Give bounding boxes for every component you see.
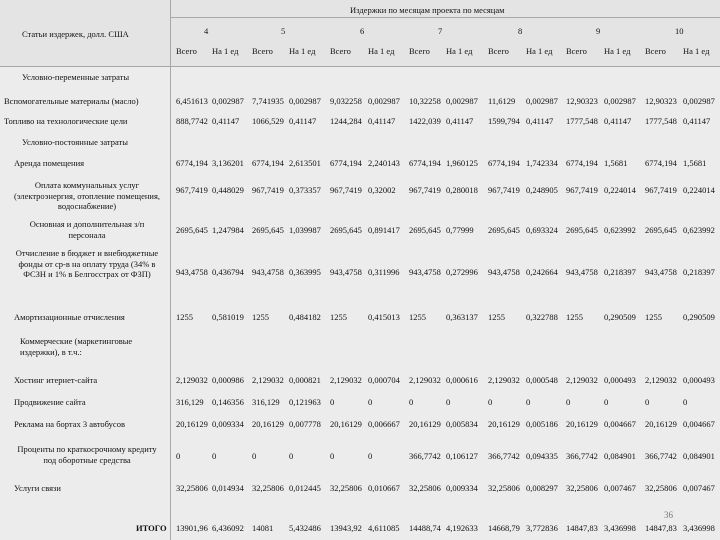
table-cell: 1066,529 [252, 116, 284, 126]
subheader-all: Всего [566, 46, 587, 56]
table-cell: 0 [488, 397, 493, 407]
table-cell: 1255 [488, 312, 505, 322]
total-label: ИТОГО [136, 523, 167, 533]
table-cell: 0 [252, 451, 257, 461]
total-cell: 13943,92 [330, 523, 362, 533]
row-label: Реклама на бортах 3 автобусов [14, 419, 125, 429]
table-cell: 2695,645 [645, 225, 677, 235]
row-label: Амортизационные отчисления [14, 312, 125, 322]
table-cell: 0,002987 [604, 96, 636, 106]
table-cell: 0,290509 [604, 312, 636, 322]
table-cell: 0 [330, 451, 335, 461]
total-cell: 3,436998 [604, 523, 636, 533]
table-cell: 0,002987 [368, 96, 400, 106]
table-cell: 10,32258 [409, 96, 441, 106]
table-cell: 2,129032 [488, 375, 520, 385]
table-cell: 366,7742 [488, 451, 520, 461]
table-cell: 2,129032 [566, 375, 598, 385]
table-cell: 2695,645 [330, 225, 362, 235]
table-cell: 0,623992 [604, 225, 636, 235]
row-label: Продвижение сайта [14, 397, 86, 407]
table-cell: 0,000493 [604, 375, 636, 385]
table-cell: 0,41147 [212, 116, 240, 126]
subheader-all: Всего [409, 46, 430, 56]
row-label: Вспомогательные материалы (масло) [4, 96, 139, 106]
row-label: Хостинг итернет-сайта [14, 375, 98, 385]
table-cell: 1,247984 [212, 225, 244, 235]
table-cell: 1777,548 [645, 116, 677, 126]
table-cell: 1422,039 [409, 116, 441, 126]
table-cell: 366,7742 [566, 451, 598, 461]
table-cell: 0,146356 [212, 397, 244, 407]
table-cell: 32,25806 [488, 483, 520, 493]
total-cell: 3,772836 [526, 523, 558, 533]
table-cell: 20,16129 [645, 419, 677, 429]
table-cell: 1777,548 [566, 116, 598, 126]
subheader-all: Всего [252, 46, 273, 56]
table-cell: 0,000821 [289, 375, 321, 385]
month-header: 8 [518, 26, 523, 36]
month-header: 6 [360, 26, 365, 36]
section-fixed: Условно-постоянные затраты [22, 137, 128, 147]
total-cell: 14668,79 [488, 523, 520, 533]
table-cell: 2,129032 [176, 375, 208, 385]
table-cell: 0,311996 [368, 267, 400, 277]
table-cell: 1244,284 [330, 116, 362, 126]
table-cell: 2695,645 [566, 225, 598, 235]
table-cell: 0 [446, 397, 451, 407]
table-cell: 2,240143 [368, 158, 400, 168]
table-cell: 1,5681 [683, 158, 707, 168]
table-cell: 11,6129 [488, 96, 516, 106]
table-cell: 0,012445 [289, 483, 321, 493]
table-cell: 943,4758 [330, 267, 362, 277]
table-cell: 967,7419 [330, 185, 362, 195]
table-cell: 1255 [252, 312, 269, 322]
row-label: Аренда помещения [14, 158, 85, 168]
table-cell: 0,448029 [212, 185, 244, 195]
table-cell: 0,007467 [604, 483, 636, 493]
table-cell: 1,039987 [289, 225, 321, 235]
table-cell: 3,136201 [212, 158, 244, 168]
table-cell: 0 [176, 451, 181, 461]
subheader-per-unit: На 1 ед [289, 46, 316, 56]
subheader-per-unit: На 1 ед [368, 46, 395, 56]
table-cell: 1599,794 [488, 116, 520, 126]
table-cell: 943,4758 [645, 267, 677, 277]
table-cell: 1255 [176, 312, 193, 322]
section-variable: Условно-переменные затраты [22, 72, 130, 82]
subheader-per-unit: На 1 ед [446, 46, 473, 56]
table-cell: 2695,645 [252, 225, 284, 235]
table-cell: 6774,194 [176, 158, 208, 168]
subheader-per-unit: На 1 ед [604, 46, 631, 56]
table-cell: 0,007467 [683, 483, 715, 493]
table-cell: 943,4758 [488, 267, 520, 277]
table-cell: 943,4758 [252, 267, 284, 277]
table-cell: 0,002987 [446, 96, 478, 106]
table-cell: 0,218397 [604, 267, 636, 277]
row-label: Основная и дополнительная з/п персонала [29, 219, 145, 240]
table-cell: 0 [212, 451, 217, 461]
table-cell: 6774,194 [488, 158, 520, 168]
table-cell: 0,41147 [289, 116, 317, 126]
table-cell: 0,373357 [289, 185, 321, 195]
month-header: 10 [675, 26, 684, 36]
table-cell: 12,90323 [645, 96, 677, 106]
table-cell: 6774,194 [330, 158, 362, 168]
grid-line [170, 0, 171, 540]
table-cell: 0,002987 [683, 96, 715, 106]
table-cell: 20,16129 [176, 419, 208, 429]
table-cell: 0,322788 [526, 312, 558, 322]
table-cell: 9,032258 [330, 96, 362, 106]
table-cell: 967,7419 [566, 185, 598, 195]
row-label: Услуги связи [14, 483, 61, 493]
table-cell: 0,002987 [289, 96, 321, 106]
grid-line [0, 66, 720, 67]
table-cell: 0,32002 [368, 185, 396, 195]
table-cell: 0,41147 [683, 116, 711, 126]
table-title: Издержки по месяцам проекта по месяцам [350, 5, 505, 15]
table-cell: 0,002987 [526, 96, 558, 106]
table-cell: 0,248905 [526, 185, 558, 195]
table-cell: 0,415013 [368, 312, 400, 322]
table-cell: 0,106127 [446, 451, 478, 461]
table-cell: 366,7742 [409, 451, 441, 461]
subheader-per-unit: На 1 ед [526, 46, 553, 56]
row-label: Оплата коммунальных услуг (электроэнергия, отопление помещения, водоснабжение) [14, 180, 160, 212]
table-cell: 0,000548 [526, 375, 558, 385]
table-cell: 2,129032 [330, 375, 362, 385]
table-cell: 6,451613 [176, 96, 208, 106]
table-cell: 0,094335 [526, 451, 558, 461]
table-cell: 32,25806 [645, 483, 677, 493]
table-cell: 0,005834 [446, 419, 478, 429]
table-cell: 0,009334 [446, 483, 478, 493]
table-cell: 0,004667 [683, 419, 715, 429]
table-cell: 1255 [566, 312, 583, 322]
total-cell: 13901,96 [176, 523, 208, 533]
subheader-per-unit: На 1 ед [212, 46, 239, 56]
row-label: Проценты по краткосрочному кредиту под оборотные средства [17, 444, 157, 465]
table-cell: 0,084901 [604, 451, 636, 461]
table-cell: 0,005186 [526, 419, 558, 429]
row-label: Отчисление в бюджет и внебюджетные фонды от ср-в на оплату труда (34% в ФСЗН и 1% в Белгосстрах от ФЗП) [15, 248, 159, 280]
table-cell: 20,16129 [566, 419, 598, 429]
table-cell: 0,002987 [212, 96, 244, 106]
table-cell: 1,742334 [526, 158, 558, 168]
table-cell: 0,484182 [289, 312, 321, 322]
table-cell: 967,7419 [645, 185, 677, 195]
table-cell: 0 [289, 451, 294, 461]
table-cell: 0 [566, 397, 571, 407]
row-label-header: Статьи издержек, долл. США [22, 29, 129, 39]
table-cell: 0,41147 [526, 116, 554, 126]
total-cell: 14488,74 [409, 523, 441, 533]
total-cell: 4,611085 [368, 523, 400, 533]
table-cell: 2695,645 [488, 225, 520, 235]
table-cell: 0,891417 [368, 225, 400, 235]
total-cell: 4,192633 [446, 523, 478, 533]
table-cell: 0,000616 [446, 375, 478, 385]
table-cell: 0,009334 [212, 419, 244, 429]
table-cell: 2,129032 [409, 375, 441, 385]
total-cell: 5,432486 [289, 523, 321, 533]
table-cell: 0,363137 [446, 312, 478, 322]
month-header: 7 [438, 26, 443, 36]
table-cell: 6774,194 [409, 158, 441, 168]
table-cell: 943,4758 [409, 267, 441, 277]
table-cell: 0,41147 [368, 116, 396, 126]
table-cell: 0 [683, 397, 688, 407]
table-cell: 0 [645, 397, 650, 407]
table-cell: 316,129 [176, 397, 204, 407]
subheader-all: Всего [645, 46, 666, 56]
month-header: 9 [596, 26, 601, 36]
total-cell: 14847,83 [566, 523, 598, 533]
table-cell: 20,16129 [488, 419, 520, 429]
table-cell: 2,613501 [289, 158, 321, 168]
table-cell: 2695,645 [176, 225, 208, 235]
table-cell: 2695,645 [409, 225, 441, 235]
total-cell: 14081 [252, 523, 274, 533]
subheader-per-unit: На 1 ед [683, 46, 710, 56]
table-cell: 20,16129 [252, 419, 284, 429]
subheader-all: Всего [330, 46, 351, 56]
table-cell: 0,000986 [212, 375, 244, 385]
table-cell: 32,25806 [409, 483, 441, 493]
grid-line [170, 17, 720, 18]
table-cell: 0,272996 [446, 267, 478, 277]
total-cell: 14847,83 [645, 523, 677, 533]
table-cell: 0 [368, 451, 373, 461]
table-cell: 0,436794 [212, 267, 244, 277]
table-cell: 1,960125 [446, 158, 478, 168]
total-cell: 6,436092 [212, 523, 244, 533]
section-commercial: Коммерческие (маркетинговые издержки), в т.ч.: [20, 336, 133, 357]
table-cell: 943,4758 [176, 267, 208, 277]
table-cell: 20,16129 [409, 419, 441, 429]
table-cell: 0 [330, 397, 335, 407]
table-cell: 0,693324 [526, 225, 558, 235]
table-cell: 0,224014 [683, 185, 715, 195]
table-cell: 0,004667 [604, 419, 636, 429]
table-cell: 0,000704 [368, 375, 400, 385]
table-cell: 7,741935 [252, 96, 284, 106]
subheader-all: Всего [488, 46, 509, 56]
table-cell: 1255 [409, 312, 426, 322]
total-cell: 3,436998 [683, 523, 715, 533]
table-cell: 0,121963 [289, 397, 321, 407]
table-cell: 888,7742 [176, 116, 208, 126]
table-cell: 6774,194 [645, 158, 677, 168]
table-cell: 0,084901 [683, 451, 715, 461]
table-cell: 2,129032 [252, 375, 284, 385]
table-cell: 32,25806 [330, 483, 362, 493]
table-cell: 0,623992 [683, 225, 715, 235]
table-cell: 0 [604, 397, 609, 407]
table-cell: 0 [368, 397, 373, 407]
table-cell: 0,014934 [212, 483, 244, 493]
table-cell: 12,90323 [566, 96, 598, 106]
table-cell: 0,224014 [604, 185, 636, 195]
table-cell: 1255 [645, 312, 662, 322]
table-cell: 316,129 [252, 397, 280, 407]
table-cell: 0,581019 [212, 312, 244, 322]
table-cell: 0,008297 [526, 483, 558, 493]
table-cell: 1255 [330, 312, 347, 322]
table-cell: 0,006667 [368, 419, 400, 429]
table-cell: 366,7742 [645, 451, 677, 461]
table-cell: 0,41147 [604, 116, 632, 126]
table-cell: 0,77999 [446, 225, 474, 235]
table-cell: 0,363995 [289, 267, 321, 277]
table-cell: 2,129032 [645, 375, 677, 385]
table-cell: 0,290509 [683, 312, 715, 322]
table-cell: 0,010667 [368, 483, 400, 493]
table-cell: 0,41147 [446, 116, 474, 126]
table-cell: 0,000493 [683, 375, 715, 385]
table-cell: 0 [409, 397, 414, 407]
table-cell: 32,25806 [176, 483, 208, 493]
table-cell: 967,7419 [176, 185, 208, 195]
table-cell: 1,5681 [604, 158, 628, 168]
table-cell: 967,7419 [409, 185, 441, 195]
subheader-all: Всего [176, 46, 197, 56]
table-cell: 0,218397 [683, 267, 715, 277]
table-cell: 32,25806 [566, 483, 598, 493]
table-cell: 967,7419 [252, 185, 284, 195]
table-cell: 20,16129 [330, 419, 362, 429]
month-header: 4 [204, 26, 209, 36]
month-header: 5 [281, 26, 286, 36]
table-cell: 0 [526, 397, 531, 407]
table-cell: 0,242664 [526, 267, 558, 277]
table-cell: 967,7419 [488, 185, 520, 195]
table-cell: 943,4758 [566, 267, 598, 277]
table-cell: 0,007778 [289, 419, 321, 429]
table-cell: 32,25806 [252, 483, 284, 493]
table-cell: 0,280018 [446, 185, 478, 195]
table-cell: 6774,194 [252, 158, 284, 168]
page-number: 36 [664, 510, 673, 520]
table-cell: 6774,194 [566, 158, 598, 168]
row-label: Топливо на технологические цели [4, 116, 128, 126]
